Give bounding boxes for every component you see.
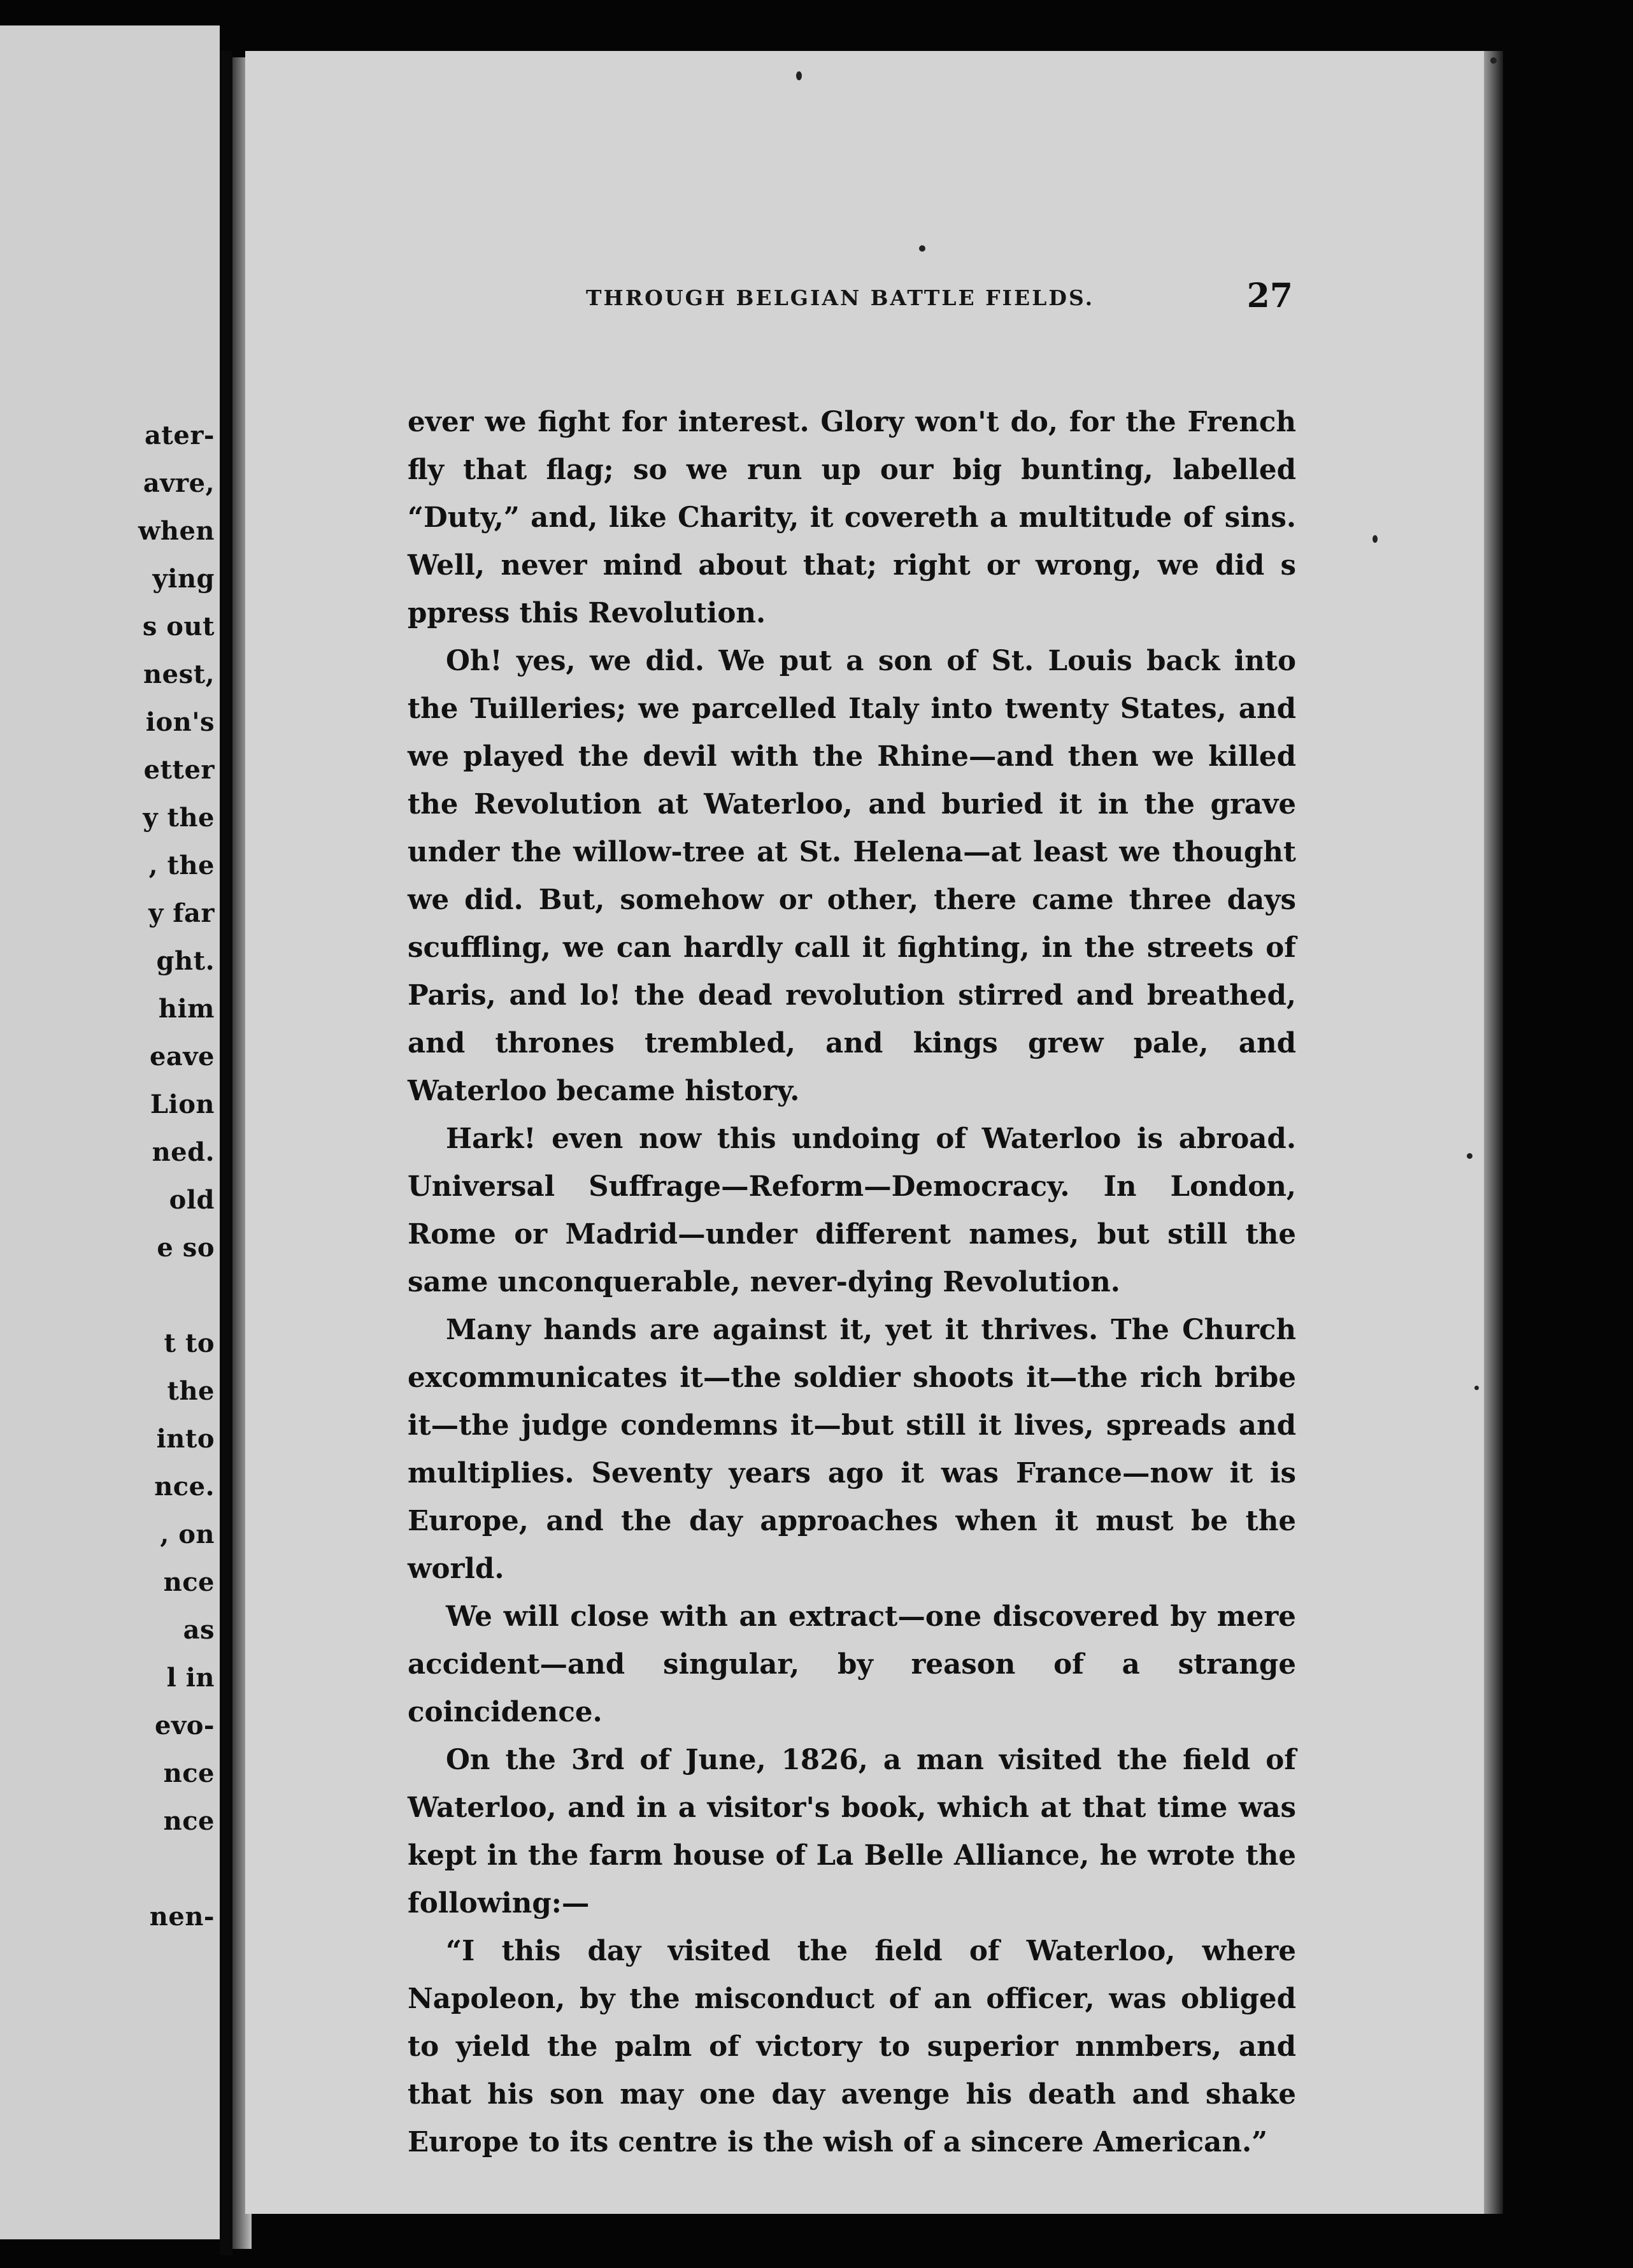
paragraph: “I this day visited the field of Waterloo, where Napoleon, by the misconduct of an officer, was obliged to yield the palm of victory to superior nnmbers, and that his son may one day avenge his death and shake Europe to its centre is the wish of a sincere American.” <box>408 1935 1296 2158</box>
book-gutter <box>220 51 232 2255</box>
paragraph: We will close with an extract—one discovered by mere accident—and singular, by reason of a strange coincidence. <box>408 1600 1296 1728</box>
left-fragment: , the <box>148 850 215 880</box>
left-fragment: Lion <box>150 1089 215 1119</box>
left-fragment: ion's <box>145 707 215 737</box>
paragraph: Oh! yes, we did. We put a son of St. Louis back into the Tuilleries; we parcelled Italy into twenty States, and we played the devil with the Rhine—and then we killed the Revolution at Waterloo, and buried it in the grave under the willow-tree at St. Helena—at least we thought we did. But, somehow or other, there came three days scuffling, we can hardly call it fighting, in the streets of Paris, and lo! the dead revolution stirred and breathed, and thrones trembled, and kings grew pale, and Waterloo became history. <box>408 645 1296 1107</box>
paragraph: Hark! even now this undoing of Waterloo is abroad. Universal Suffrage—Reform—Democracy. In London, Rome or Madrid—under different names, but still the same unconquerable, never-dying Revolution. <box>408 1123 1296 1298</box>
running-head: THROUGH BELGIAN BATTLE FIELDS. <box>586 285 1095 310</box>
ink-speck <box>1467 1153 1473 1159</box>
left-fragment: nen- <box>149 1902 215 1932</box>
left-fragment: s out <box>142 612 215 642</box>
left-fragment: , on <box>160 1519 215 1549</box>
page-edge-shadow <box>1484 51 1503 2214</box>
previous-page-edge <box>0 25 220 2239</box>
left-fragment: into <box>156 1424 215 1454</box>
left-fragment: l in <box>166 1663 215 1693</box>
paragraph: ever we fight for interest. Glory won't do, for the French fly that flag; so we run up our big bunting, labelled “Duty,” and, like Charity, it covereth a multitude of sins. Well, never mind about that; right or wrong, we did s ppress this Revolution. <box>408 406 1296 629</box>
left-fragment: old <box>169 1185 215 1215</box>
ink-speck <box>796 71 802 80</box>
left-fragment: nce <box>163 1758 215 1788</box>
ink-speck <box>1474 1386 1479 1390</box>
left-fragment: nce. <box>154 1472 215 1502</box>
left-fragment: as <box>183 1615 215 1645</box>
page-body <box>408 398 1296 2166</box>
left-fragment: y far <box>148 898 215 928</box>
ink-speck <box>1373 535 1378 543</box>
left-fragment: when <box>138 516 215 546</box>
paragraph: Many hands are against it, yet it thrives. The Church excommunicates it—the soldier shoots it—the rich bribe it—the judge condemns it—but still it lives, spreads and multiplies. Seventy years ago it was France—now it is Europe, and the day approaches when it must be the world. <box>408 1314 1296 1585</box>
left-fragment: ned. <box>152 1137 215 1167</box>
left-fragment: nce <box>163 1806 215 1836</box>
left-fragment: the <box>167 1376 215 1406</box>
ink-speck <box>1490 57 1497 64</box>
left-fragment: t to <box>164 1328 215 1358</box>
left-fragment: ying <box>152 564 215 594</box>
page-number: 27 <box>1246 276 1293 315</box>
left-fragment: e so <box>157 1233 215 1263</box>
left-fragment: etter <box>143 755 215 785</box>
page-header <box>344 276 1299 320</box>
left-fragment: eave <box>149 1042 215 1072</box>
left-fragment: ater- <box>144 420 215 450</box>
left-fragment: ght. <box>156 946 215 976</box>
left-fragment: y the <box>143 803 215 833</box>
paragraph: On the 3rd of June, 1826, a man visited the field of Waterloo, and in a visitor's book, which at that time was kept in the farm house of La Belle Alliance, he wrote the following:— <box>408 1744 1296 1920</box>
left-fragment: nce <box>163 1567 215 1597</box>
left-fragment: evo- <box>155 1711 215 1740</box>
ink-speck <box>919 245 925 252</box>
left-fragment: nest, <box>143 659 215 689</box>
left-fragment: avre, <box>143 468 215 498</box>
left-fragment: him <box>158 994 215 1024</box>
